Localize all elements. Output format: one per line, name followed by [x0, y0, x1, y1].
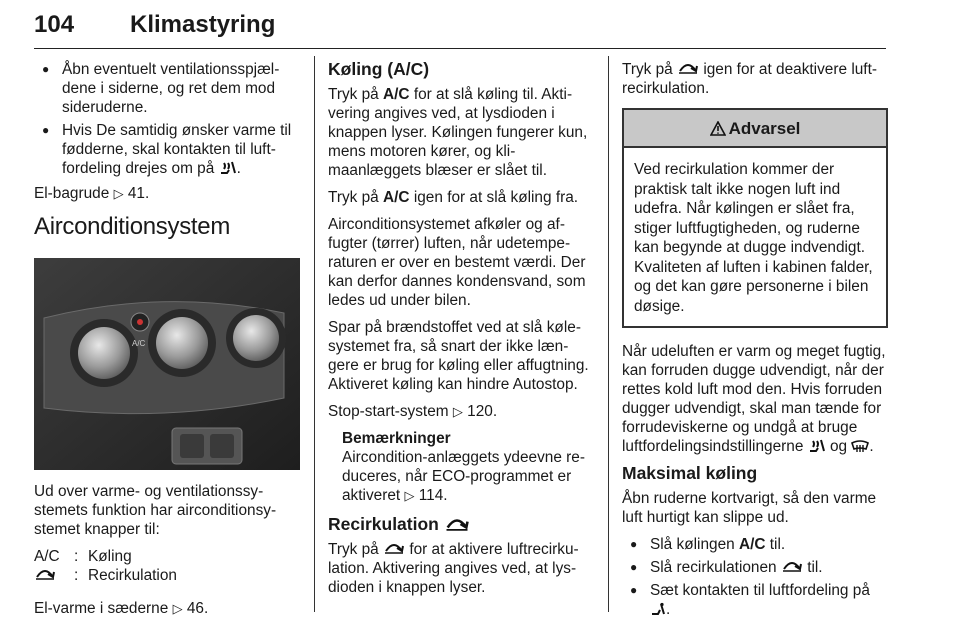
legend-key-recirculation: [34, 566, 74, 585]
column-divider: [314, 56, 315, 612]
button-legend: [34, 547, 300, 585]
warning-box: [622, 108, 888, 328]
column-1: [34, 60, 300, 626]
list-item: ● Slå recirkulationen til.: [622, 558, 888, 577]
recirculation-icon: [677, 62, 699, 74]
paragraph: Når udeluften er varm og meget fugtig, kan forruden dugge udvendigt, når der rettes kold luft mod den. Hvis forruden dugger udvendigt, skal man tænde for forrudeviskerne og undgå at bruge luftfordelingsindstillingerne og .: [622, 343, 886, 455]
note-text: Aircondition-anlæggets ydeevne reduceres, når ECO-programmet er aktiveret ▷ 114.: [342, 449, 585, 504]
caption: Ud over varme- og ventilationssystemets funktion har airconditionsystemet knapper til:: [34, 483, 277, 538]
legend-separator: :: [74, 567, 79, 584]
foot-defrost-icon: [808, 439, 826, 453]
section-title: Airconditionsystem: [34, 213, 231, 240]
list-item: ● Hvis De samtidig ønsker varme til fødderne, skal kontakten til luftfordeling drejes om på .: [34, 121, 300, 178]
foot-icon: [650, 602, 666, 616]
column-3: [622, 60, 888, 623]
warning-text: Ved recirkulation kommer der praktisk talt ikke nogen luft ind udefra. Når kølingen er slået fra, stiger luftfugtigheden, og ruderne kan begynde at dugge indvendigt. Kvaliteten af luften i kabinen falder, og det kan gøre personerne i bilen døsige.: [634, 161, 873, 315]
reference-line: El-bagrude ▷ 41.: [34, 185, 150, 202]
legend-value: Recirkulation: [88, 567, 177, 584]
heading-cooling: Køling (A/C): [328, 59, 430, 79]
note-box: [328, 429, 594, 505]
column-divider: [608, 56, 609, 612]
foot-defrost-icon: [219, 161, 237, 175]
warning-title: Advarsel: [624, 110, 886, 148]
page-title: Klimastyring: [130, 11, 276, 38]
paragraph: Airconditionsystemet afkøler og affugter (tørrer) luften, når udetemperaturen er over en bestemt værdi. Der kan derfor dannes kondensvand, som ledes ud under bilen.: [328, 216, 586, 309]
reference-line: El-varme i sæderne ▷ 46.: [34, 600, 209, 617]
recirculation-icon: [383, 542, 405, 554]
paragraph: Tryk på A/C igen for at slå køling fra.: [328, 189, 579, 206]
windscreen-defrost-icon: [851, 439, 869, 453]
reference-arrow-icon: ▷: [404, 488, 415, 503]
list-item: ● Åbn eventuelt ventilationsspjældene i siderne, og ret dem mod sideruderne.: [34, 60, 300, 117]
recirculation-icon: [781, 560, 803, 572]
paragraph: Åbn ruderne kortvarigt, så den varme luft hurtigt kan slippe ud.: [622, 490, 877, 526]
warning-triangle-icon: [710, 121, 726, 136]
paragraph: Tryk på igen for at deaktivere luftrecirkulation.: [622, 61, 877, 97]
paragraph: Tryk på A/C for at slå køling til. Aktivering angives ved, at lysdioden i knappen lyser. Kølingen fungerer kun, mens motoren kører, og klimaanlæggets blæser er slået til.: [328, 86, 588, 179]
note-title: Bemærkninger: [342, 430, 451, 447]
heading-max-cooling: Maksimal køling: [622, 463, 758, 483]
page-header: [34, 4, 886, 49]
recirculation-icon: [444, 517, 470, 531]
reference-arrow-icon: ▷: [172, 601, 183, 616]
reference-line: Stop-start-system ▷ 120.: [328, 403, 498, 420]
paragraph: Spar på brændstoffet ved at slå kølesystemet fra, så snart der ikke længere er brug for køling eller affugtning. Aktiveret køling kan hindre Autostop.: [328, 319, 589, 393]
paragraph: Tryk på for at aktivere luftrecirkulation. Aktivering angives ved, at lysdioden i knappen lyser.: [328, 541, 579, 596]
list-item: ● Slå kølingen A/C til.: [622, 535, 888, 554]
legend-key-ac: A/C: [34, 548, 60, 565]
column-2: [328, 60, 594, 605]
legend-separator: :: [74, 548, 79, 565]
legend-value: Køling: [88, 548, 132, 565]
ac-control-panel-photo: [34, 258, 300, 470]
heading-recirculation: Recirkulation: [328, 515, 594, 534]
list-item: ● Sæt kontakten til luftfordeling på .: [622, 581, 888, 619]
page-number: 104: [34, 11, 75, 38]
reference-arrow-icon: ▷: [452, 404, 463, 419]
reference-arrow-icon: ▷: [113, 186, 124, 201]
photo-label: A/C: [132, 339, 146, 348]
recirculation-icon: [34, 568, 56, 580]
